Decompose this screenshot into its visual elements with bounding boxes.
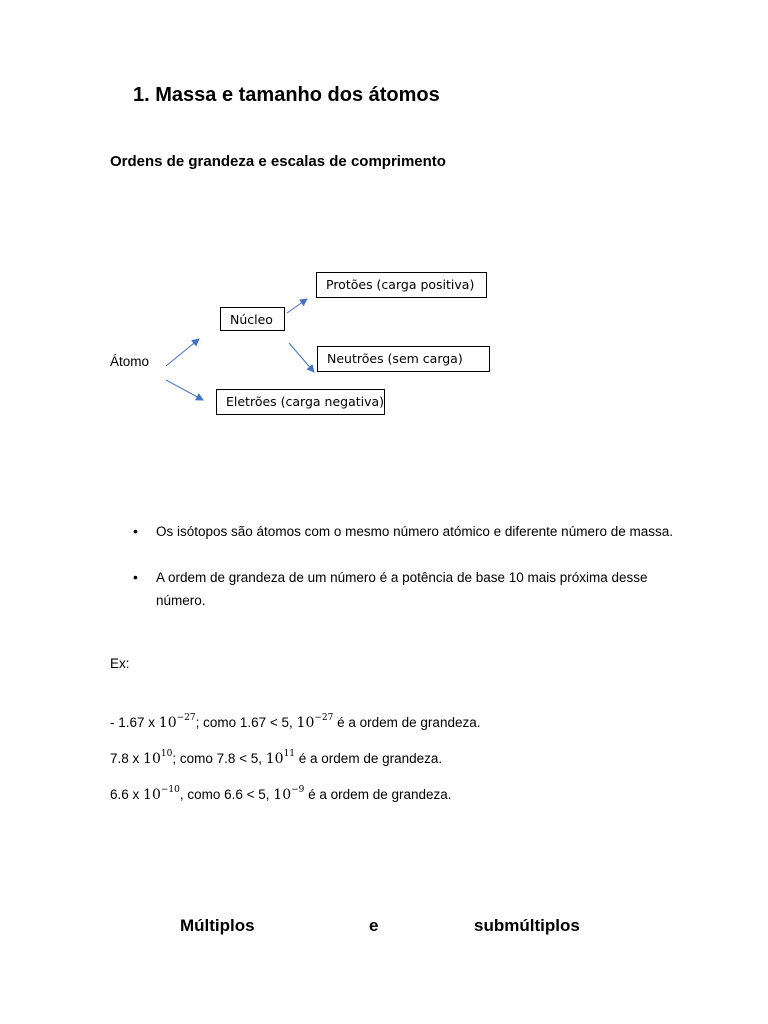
arrow-nucleus-to-protons <box>287 299 307 313</box>
list-item <box>133 520 673 544</box>
bullet-text: A ordem de grandeza de um número é a potência de base 10 mais próxima desse número. <box>156 569 648 608</box>
arrow-atom-to-nucleus <box>166 339 199 366</box>
example-text: é a ordem de grandeza. <box>304 787 452 802</box>
power-of-ten: $10^{10}$ <box>143 749 173 767</box>
arrow-atom-to-electrons <box>166 380 203 400</box>
power-of-ten: $10^{-10}$ <box>143 785 180 803</box>
bullet-text: Os isótopos são átomos com o mesmo número atómico e diferente número de massa. <box>156 524 673 539</box>
list-item <box>133 566 673 613</box>
neutrons-box <box>317 346 490 372</box>
example-text: é a ordem de grandeza. <box>333 715 481 730</box>
section-subtitle: Ordens de grandeza e escalas de comprimento <box>110 153 446 170</box>
electrons-box <box>216 389 385 415</box>
section-heading-multiplos: Múltiplos <box>180 916 255 935</box>
neutrons-label: Neutrões (sem carga) <box>327 351 463 366</box>
section-heading-submultiplos: submúltiplos <box>474 916 580 935</box>
example-line <box>110 785 452 803</box>
power-of-ten: $10^{-9}$ <box>273 785 305 803</box>
power-of-ten: $10^{-27}$ <box>158 713 196 731</box>
bullet-icon: • <box>133 568 138 585</box>
example-text: é a ordem de grandeza. <box>295 751 443 766</box>
example-text: ; como 1.67 < 5, <box>195 715 297 730</box>
page-title: 1. Massa e tamanho dos átomos <box>133 84 440 106</box>
example-text: 7.8 x <box>110 751 144 766</box>
bullet-icon: • <box>133 523 138 539</box>
example-text: 6.6 x <box>110 787 144 802</box>
protons-box <box>316 272 487 298</box>
protons-label: Protões (carga positiva) <box>326 277 475 292</box>
example-text: - 1.67 x <box>110 715 159 730</box>
atom-label: Átomo <box>110 354 150 369</box>
power-of-ten: $10^{-27}$ <box>296 713 334 731</box>
section-heading-e: e <box>369 916 379 935</box>
example-text: ; como 7.8 < 5, <box>172 751 266 766</box>
example-label: Ex: <box>110 656 130 671</box>
example-line <box>110 713 480 731</box>
electrons-label: Eletrões (carga negativa) <box>226 394 385 409</box>
nucleus-box <box>220 307 285 331</box>
example-line <box>110 749 442 767</box>
example-text: , como 6.6 < 5, <box>179 787 274 802</box>
arrow-nucleus-to-neutrons <box>289 343 314 372</box>
nucleus-label: Núcleo <box>230 312 273 327</box>
bullet-list <box>133 520 673 635</box>
power-of-ten: $10^{11}$ <box>265 749 296 767</box>
